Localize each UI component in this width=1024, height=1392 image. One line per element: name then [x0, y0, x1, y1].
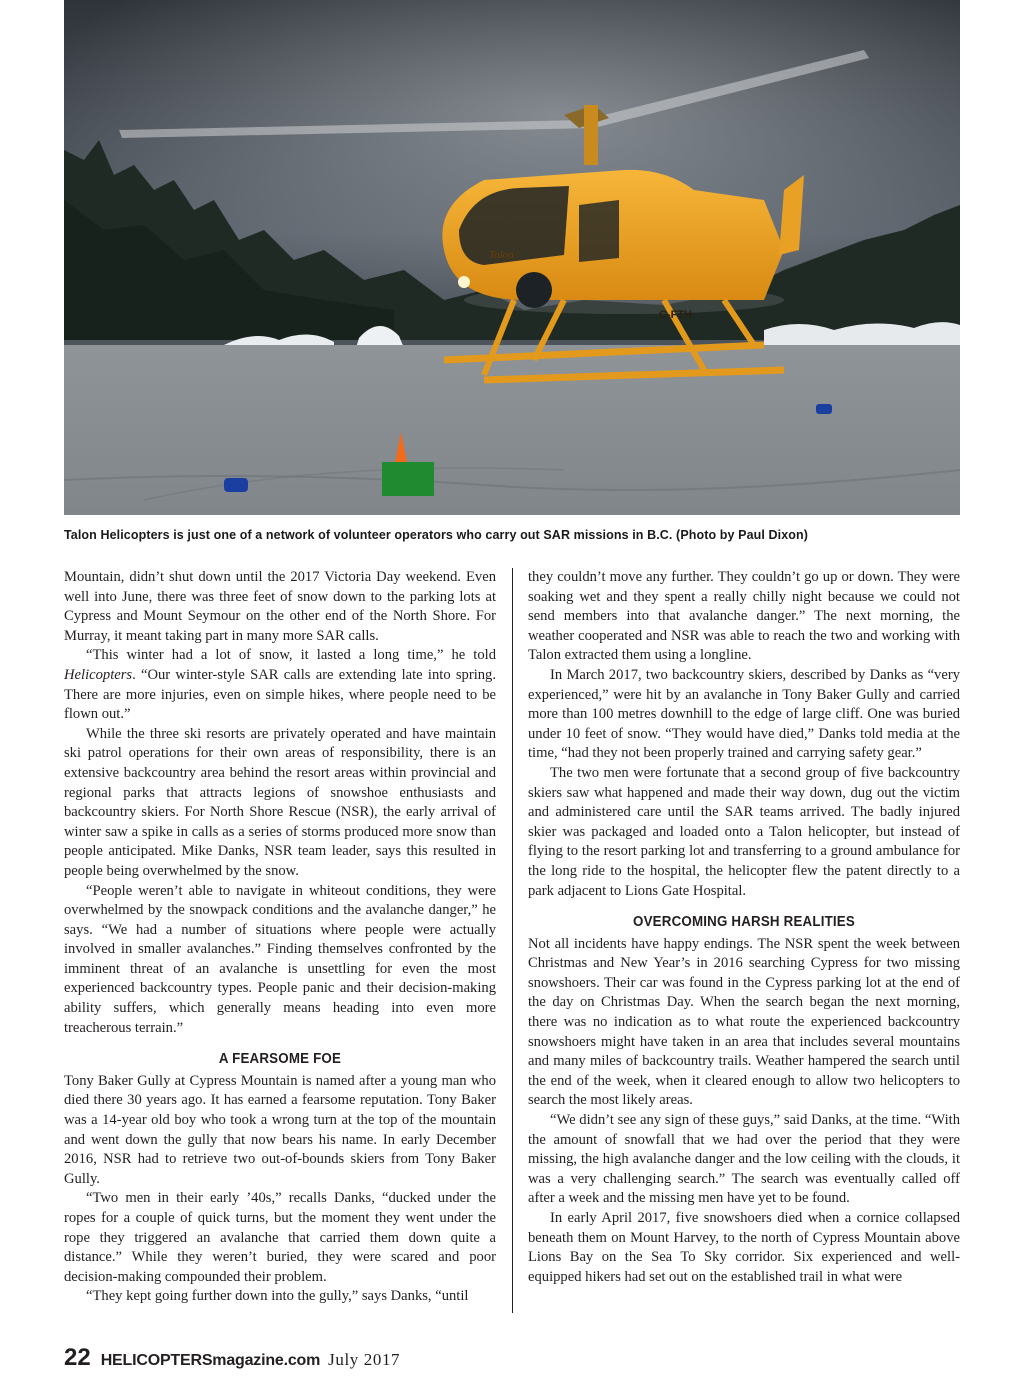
paragraph: Tony Baker Gully at Cypress Mountain is named after a young man who died there 30 years ago. It has earned a fearsome reputation. Tony Baker was a 14-year old boy who took a wrong turn at the top of the mountain and went down the gully that now bears his name. In early December 2016, NSR had to retrieve two out-of-bounds skiers from Tony Baker Gully.: [64, 1072, 496, 1187]
publication-url[interactable]: HELICOPTERSmagazine.com: [100, 1352, 321, 1369]
paragraph: “Two men in their early ’40s,” recalls Danks, “ducked under the ropes for a couple of quick turns, but the moment they went under the rope they triggered an avalanche that carried them down quite a distance.” While they weren’t buried, they were scared and poor decision-making compounded their problem.: [64, 1190, 496, 1285]
helicopter-photo: [64, 0, 960, 515]
paragraph: they couldn’t move any further. They couldn’t go up or down. They were soaking wet and they spent a really chilly night because we could not send members into that avalanche danger.” The next morning, the weather cooperated and NSR was able to reach the two and working with Talon extracted them using a longline.: [528, 569, 960, 664]
article-column-right: [528, 568, 960, 1316]
section-heading: A FEARSOME FOE: [218, 1051, 342, 1068]
paragraph: In March 2017, two backcountry skiers, described by Danks as “very experienced,” were hit by an avalanche in Tony Baker Gully and carried more than 100 metres downhill to the edge of large cliff. One was buried under 10 feet of snow. “They would have died,” Danks told media at the time, “had they not been properly trained and carrying safety gear.”: [528, 666, 960, 762]
article-column-left: [64, 568, 496, 1316]
photo-caption: Talon Helicopters is just one of a network of volunteer operators who carry out SAR missions in B.C. (Photo by Paul Dixon): [64, 528, 809, 542]
paragraph: In early April 2017, five snowshoers died when a cornice collapsed beneath them on Mount Harvey, to the north of Cypress Mountain above Lions Bay on the Sea To Sky corridor. Six experienced and well-equipped hikers had set out on the established trail in what were: [528, 1210, 960, 1285]
section-heading: OVERCOMING HARSH REALITIES: [633, 914, 855, 931]
publication-reference: Helicopters: [64, 666, 133, 683]
paragraph: [64, 646, 496, 724]
paragraph: “People weren’t able to navigate in whiteout conditions, they were overwhelmed by the snowpack conditions and the avalanche danger,” he says. “We had a number of situations where people were actually involved in smaller avalanches.” Finding themselves confronted by the imminent threat of an avalanche is unsettling for even the most experienced backcountry types. People panic and their decision-making ability suffers, which generally means heading into even more treacherous terrain.”: [64, 882, 496, 1036]
column-divider: [512, 568, 513, 1313]
paragraph: Mountain, didn’t shut down until the 2017 Victoria Day weekend. Even well into June, there was three feet of snow down to the parking lots at Cypress and Mount Seymour on the other end of the North Shore. For Murray, it meant taking part in many more SAR calls.: [64, 569, 496, 644]
issue-date: July 2017: [328, 1350, 401, 1369]
paragraph-text: . “Our winter-style SAR calls are extending late into spring. There are more injuries, even on simple hikes, where people need to be flown out.”: [64, 666, 496, 723]
paragraph: The two men were fortunate that a second group of five backcountry skiers saw what happened and made their way down, dug out the victim and administered care until the SAR teams arrived. The badly injured skier was packaged and loaded onto a Talon helicopter, but instead of flying to the resort parking lot and transferring to a ground ambulance for the long ride to the hospital, the helicopter flew the patent directly to a park adjacent to Lions Gate Hospital.: [528, 764, 960, 899]
helicopter-logo-text: Talon: [489, 249, 514, 261]
paragraph: Not all incidents have happy endings. The NSR spent the week between Christmas and New Year’s in 2016 searching Cypress for two missing snowshoers. Their car was found in the Cypress parking lot at the end of the day on Christmas Day. When the search began the next morning, there was no indication as to what route the experienced backcountry snowshoers might have taken in an area that includes several mountains and many miles of backcountry trails. Weather hampered the search until the end of the week, when it cleared enough to allow two helicopters to search the most likely areas.: [528, 935, 960, 1109]
paragraph: “We didn’t see any sign of these guys,” said Danks, at the time. “With the amount of snowfall that we had over the period that they were missing, the high avalanche danger and the low ceiling with the clouds, it was a very challenging search.” The search was eventually called off after a week and the missing men have yet to be found.: [528, 1112, 960, 1207]
paragraph: “They kept going further down into the gully,” says Danks, “until: [86, 1288, 469, 1305]
helicopter-registration: C-FTH: [659, 309, 692, 321]
paragraph-text: “This winter had a lot of snow, it lasted a long time,” he told: [86, 647, 496, 664]
paragraph: While the three ski resorts are privately operated and have maintain ski patrol operations for their own areas of responsibility, there is an extensive backcountry area behind the resort areas within provincial and regional parks that attracts legions of snowshoe enthusiasts and backcountry skiers. For North Shore Rescue (NSR), the early arrival of winter saw a spike in calls as a series of storms produced more snow than people anticipated. Mike Danks, NSR team leader, says this resulted in people being overwhelmed by the snow.: [64, 725, 496, 879]
page-number: 22: [64, 1344, 91, 1371]
page-footer: [64, 1344, 400, 1374]
